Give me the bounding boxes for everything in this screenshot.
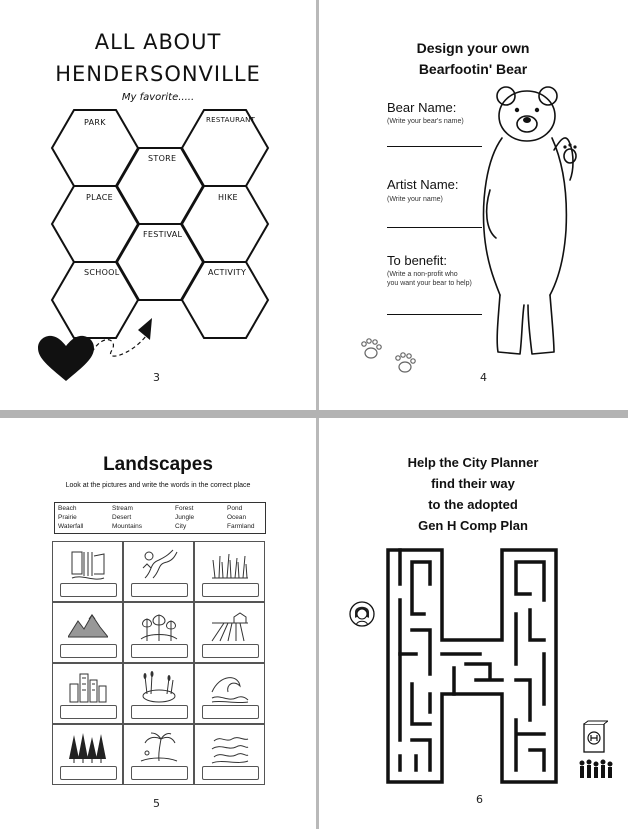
honeycomb-grid <box>0 0 316 400</box>
benefit-line[interactable] <box>387 314 482 315</box>
mountains-icon <box>68 609 108 643</box>
answer-box[interactable] <box>202 583 259 597</box>
page5-number: 5 <box>153 797 160 810</box>
picture-cell-mountains <box>52 602 123 663</box>
benefit-hint-line2: you want your bear to help) <box>387 280 472 287</box>
city-planner-avatar <box>349 600 375 628</box>
picture-cell-beach <box>123 724 194 785</box>
word-bank-item: Stream <box>112 505 133 512</box>
answer-box[interactable] <box>202 705 259 719</box>
ocean-icon <box>210 670 250 704</box>
page5-title: Landscapes <box>103 454 213 475</box>
answer-box[interactable] <box>60 644 117 658</box>
word-bank-item: City <box>175 523 187 530</box>
picture-cell-jungle <box>123 602 194 663</box>
word-bank-item: Forest <box>175 505 194 512</box>
page3-number: 3 <box>153 371 160 384</box>
desert-icon <box>210 731 250 765</box>
hex-label-store: STORE <box>148 154 177 163</box>
answer-box[interactable] <box>60 583 117 597</box>
picture-cell-pond <box>123 663 194 724</box>
paw-prints-icon <box>355 335 425 380</box>
page3-subtitle: My favorite..... <box>121 92 195 103</box>
bear-name-hint: (Write your bear's name) <box>387 118 464 125</box>
artist-name-line[interactable] <box>387 227 482 228</box>
stream-icon <box>139 548 179 582</box>
answer-box[interactable] <box>202 644 259 658</box>
word-bank <box>54 502 266 534</box>
beach-icon <box>139 731 179 765</box>
answer-box[interactable] <box>202 766 259 780</box>
picture-cell-ocean <box>194 663 265 724</box>
picture-cell-waterfall <box>52 541 123 602</box>
page4-number: 4 <box>480 371 487 384</box>
word-bank-item: Pond <box>227 505 243 512</box>
pond-icon <box>139 670 179 704</box>
comp-plan-book-icon <box>582 720 608 756</box>
hex-label-hike: HIKE <box>218 193 238 202</box>
hex-label-place: PLACE <box>86 193 113 202</box>
page6-title-line3: to the adopted <box>428 497 518 512</box>
horizontal-page-divider <box>0 410 628 418</box>
word-bank-item: Prairie <box>58 514 77 521</box>
page6-title-line2: find their way <box>431 476 515 491</box>
page6-number: 6 <box>476 793 483 806</box>
answer-box[interactable] <box>131 583 188 597</box>
word-bank-item: Jungle <box>175 514 195 521</box>
picture-cell-stream <box>123 541 194 602</box>
answer-box[interactable] <box>131 705 188 719</box>
page3-title-line1: ALL ABOUT <box>94 30 222 54</box>
picture-cell-forest <box>52 724 123 785</box>
waterfall-icon <box>68 548 108 582</box>
word-bank-item: Desert <box>112 514 132 521</box>
artist-name-hint: (Write your name) <box>387 196 443 203</box>
jungle-icon <box>139 609 179 643</box>
page5-instructions: Look at the pictures and write the words in the correct place <box>65 482 251 489</box>
artist-name-label: Artist Name: <box>387 177 459 192</box>
prairie-icon <box>210 548 250 582</box>
farmland-icon <box>210 609 250 643</box>
page4-title-line2: Bearfootin' Bear <box>418 61 528 77</box>
hex-label-park: PARK <box>84 118 106 127</box>
page4-title-line1: Design your own <box>416 40 530 56</box>
bear-name-label: Bear Name: <box>387 100 457 115</box>
picture-cell-farmland <box>194 602 265 663</box>
benefit-label: To benefit: <box>387 253 447 268</box>
hex-label-festival: FESTIVAL <box>143 230 183 239</box>
bear-name-line[interactable] <box>387 146 482 147</box>
city-icon <box>68 670 108 704</box>
word-bank-item: Beach <box>58 505 77 512</box>
forest-icon <box>68 731 108 765</box>
bear-outline-icon <box>470 80 620 370</box>
picture-cell-desert <box>194 724 265 785</box>
picture-cell-city <box>52 663 123 724</box>
answer-box[interactable] <box>131 644 188 658</box>
page3-title-line2: HENDERSONVILLE <box>55 62 261 86</box>
picture-cell-prairie <box>194 541 265 602</box>
hex-label-restaurant: RESTAURANT <box>206 116 256 124</box>
word-bank-item: Waterfall <box>58 523 84 530</box>
hex-label-school: SCHOOL <box>84 268 120 277</box>
answer-box[interactable] <box>131 766 188 780</box>
answer-box[interactable] <box>60 705 117 719</box>
benefit-hint-line1: (Write a non-profit who <box>387 271 458 278</box>
h-maze[interactable] <box>380 544 570 794</box>
heart-icon <box>38 336 94 381</box>
word-bank-item: Farmland <box>227 523 255 530</box>
answer-box[interactable] <box>60 766 117 780</box>
page6-title-line4: Gen H Comp Plan <box>418 518 528 533</box>
hex-label-activity: ACTIVITY <box>208 268 247 277</box>
page6-title-line1: Help the City Planner <box>407 455 539 470</box>
dashed-path-icon <box>92 336 146 356</box>
word-bank-item: Ocean <box>227 514 247 521</box>
word-bank-item: Mountains <box>112 523 142 530</box>
crowd-silhouette-icon <box>578 758 614 780</box>
